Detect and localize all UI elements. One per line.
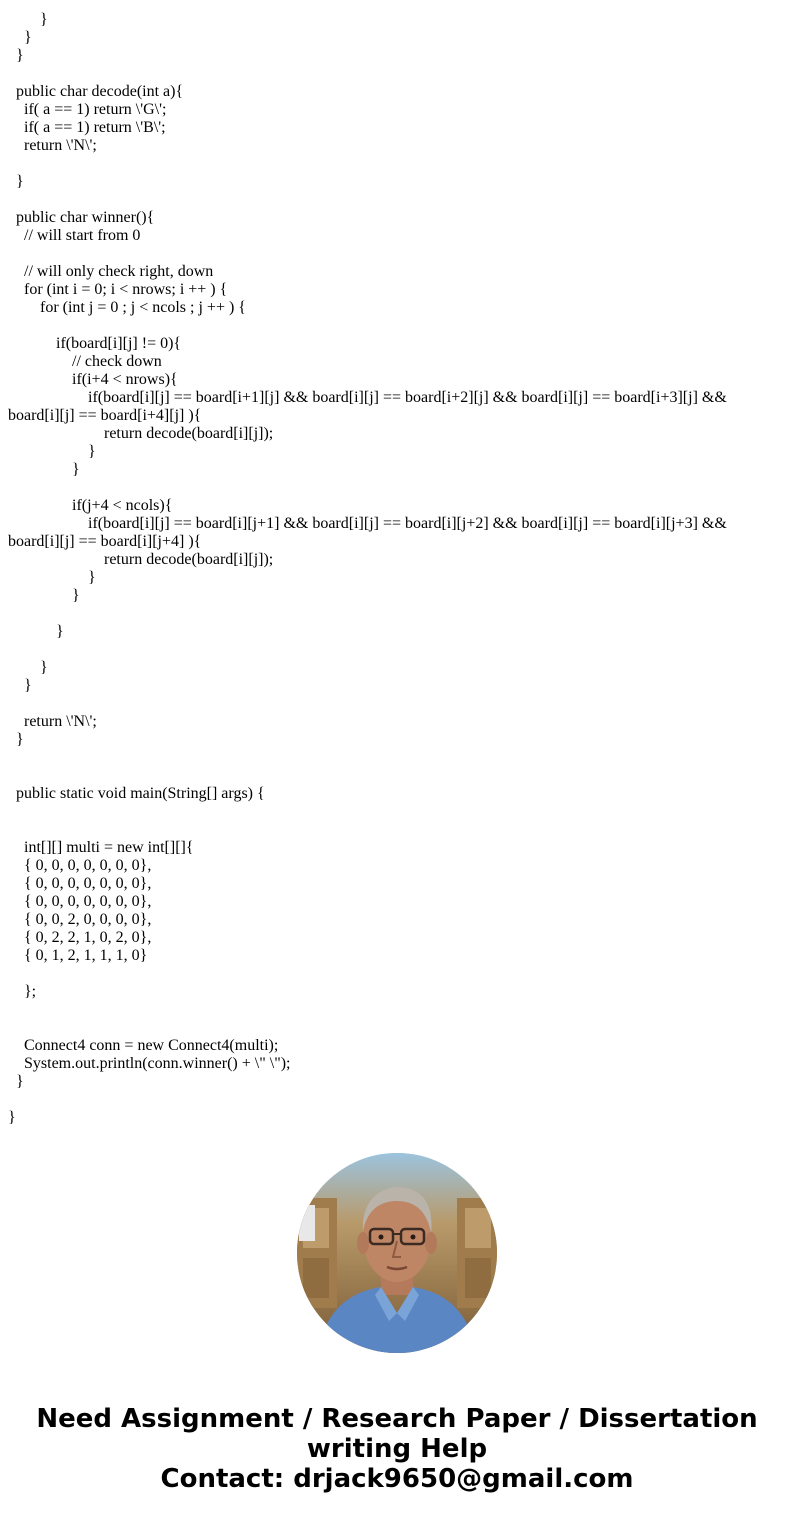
code-line xyxy=(8,245,788,263)
code-line: if( a == 1) return \'B\'; xyxy=(8,119,166,136)
code-line xyxy=(8,821,788,839)
code-line xyxy=(8,749,788,767)
footer-headline: Need Assignment / Research Paper / Dissertation xyxy=(36,1404,758,1434)
footer-contact-email: Contact: drjack9650@gmail.com xyxy=(160,1464,634,1494)
code-line xyxy=(8,1091,788,1109)
code-line: if(j+4 < ncols){ xyxy=(8,497,173,514)
code-line xyxy=(8,479,788,497)
code-line xyxy=(8,767,788,785)
code-line: if(i+4 < nrows){ xyxy=(8,371,178,388)
code-line: } xyxy=(8,11,48,28)
author-avatar xyxy=(297,1153,497,1353)
code-line xyxy=(8,1001,788,1019)
code-line: // will only check right, down xyxy=(8,263,214,280)
code-line: } xyxy=(8,443,96,460)
footer-subheadline: writing Help xyxy=(306,1434,488,1464)
code-line: board[i][j] == board[i][j+4] ){ xyxy=(8,533,202,550)
code-line: Connect4 conn = new Connect4(multi); xyxy=(8,1037,279,1054)
contact-footer xyxy=(0,1404,794,1494)
code-line: { 0, 0, 0, 0, 0, 0, 0}, xyxy=(8,875,152,892)
code-line xyxy=(8,155,788,173)
code-line: System.out.println(conn.winner() + \" \"); xyxy=(8,1055,291,1072)
code-line: return \'N\'; xyxy=(8,713,97,730)
code-line: // check down xyxy=(8,353,162,370)
author-photo-icon xyxy=(297,1153,497,1353)
code-line: return decode(board[i][j]); xyxy=(8,425,274,442)
code-line: if( a == 1) return \'G\'; xyxy=(8,101,167,118)
code-line: } xyxy=(8,731,24,748)
code-listing xyxy=(8,11,788,1127)
code-line xyxy=(8,695,788,713)
code-line: // will start from 0 xyxy=(8,227,141,244)
code-line: }; xyxy=(8,983,37,1000)
code-line: } xyxy=(8,461,80,478)
code-line: return decode(board[i][j]); xyxy=(8,551,274,568)
code-line: { 0, 0, 2, 0, 0, 0, 0}, xyxy=(8,911,152,928)
code-line: for (int j = 0 ; j < ncols ; j ++ ) { xyxy=(8,299,246,316)
code-line: } xyxy=(8,173,24,190)
code-line: } xyxy=(8,677,32,694)
code-line: if(board[i][j] == board[i+1][j] && board[i][j] == board[i+2][j] && board[i][j] == board[i+3][j] && xyxy=(8,389,727,406)
code-line xyxy=(8,317,788,335)
code-line: } xyxy=(8,1073,24,1090)
code-line: int[][] multi = new int[][]{ xyxy=(8,839,194,856)
code-line xyxy=(8,965,788,983)
code-line: } xyxy=(8,587,80,604)
code-line: return \'N\'; xyxy=(8,137,97,154)
code-line: } xyxy=(8,47,24,64)
code-line: { 0, 0, 0, 0, 0, 0, 0}, xyxy=(8,893,152,910)
code-line: } xyxy=(8,623,64,640)
code-line: for (int i = 0; i < nrows; i ++ ) { xyxy=(8,281,228,298)
code-line xyxy=(8,605,788,623)
code-line: public static void main(String[] args) { xyxy=(8,785,265,802)
code-line xyxy=(8,803,788,821)
code-line: public char winner(){ xyxy=(8,209,155,226)
code-line: { 0, 2, 2, 1, 0, 2, 0}, xyxy=(8,929,152,946)
code-line: } xyxy=(8,1109,16,1126)
code-line: { 0, 1, 2, 1, 1, 1, 0} xyxy=(8,947,148,964)
code-line: } xyxy=(8,569,96,586)
code-line: } xyxy=(8,659,48,676)
code-line xyxy=(8,191,788,209)
code-line: if(board[i][j] == board[i][j+1] && board[i][j] == board[i][j+2] && board[i][j] == board[i][j+3] && xyxy=(8,515,727,532)
code-line: } xyxy=(8,29,32,46)
code-line: board[i][j] == board[i+4][j] ){ xyxy=(8,407,202,424)
code-line xyxy=(8,65,788,83)
code-line xyxy=(8,641,788,659)
code-line: if(board[i][j] != 0){ xyxy=(8,335,182,352)
code-line: public char decode(int a){ xyxy=(8,83,184,100)
code-line: { 0, 0, 0, 0, 0, 0, 0}, xyxy=(8,857,152,874)
code-line xyxy=(8,1019,788,1037)
